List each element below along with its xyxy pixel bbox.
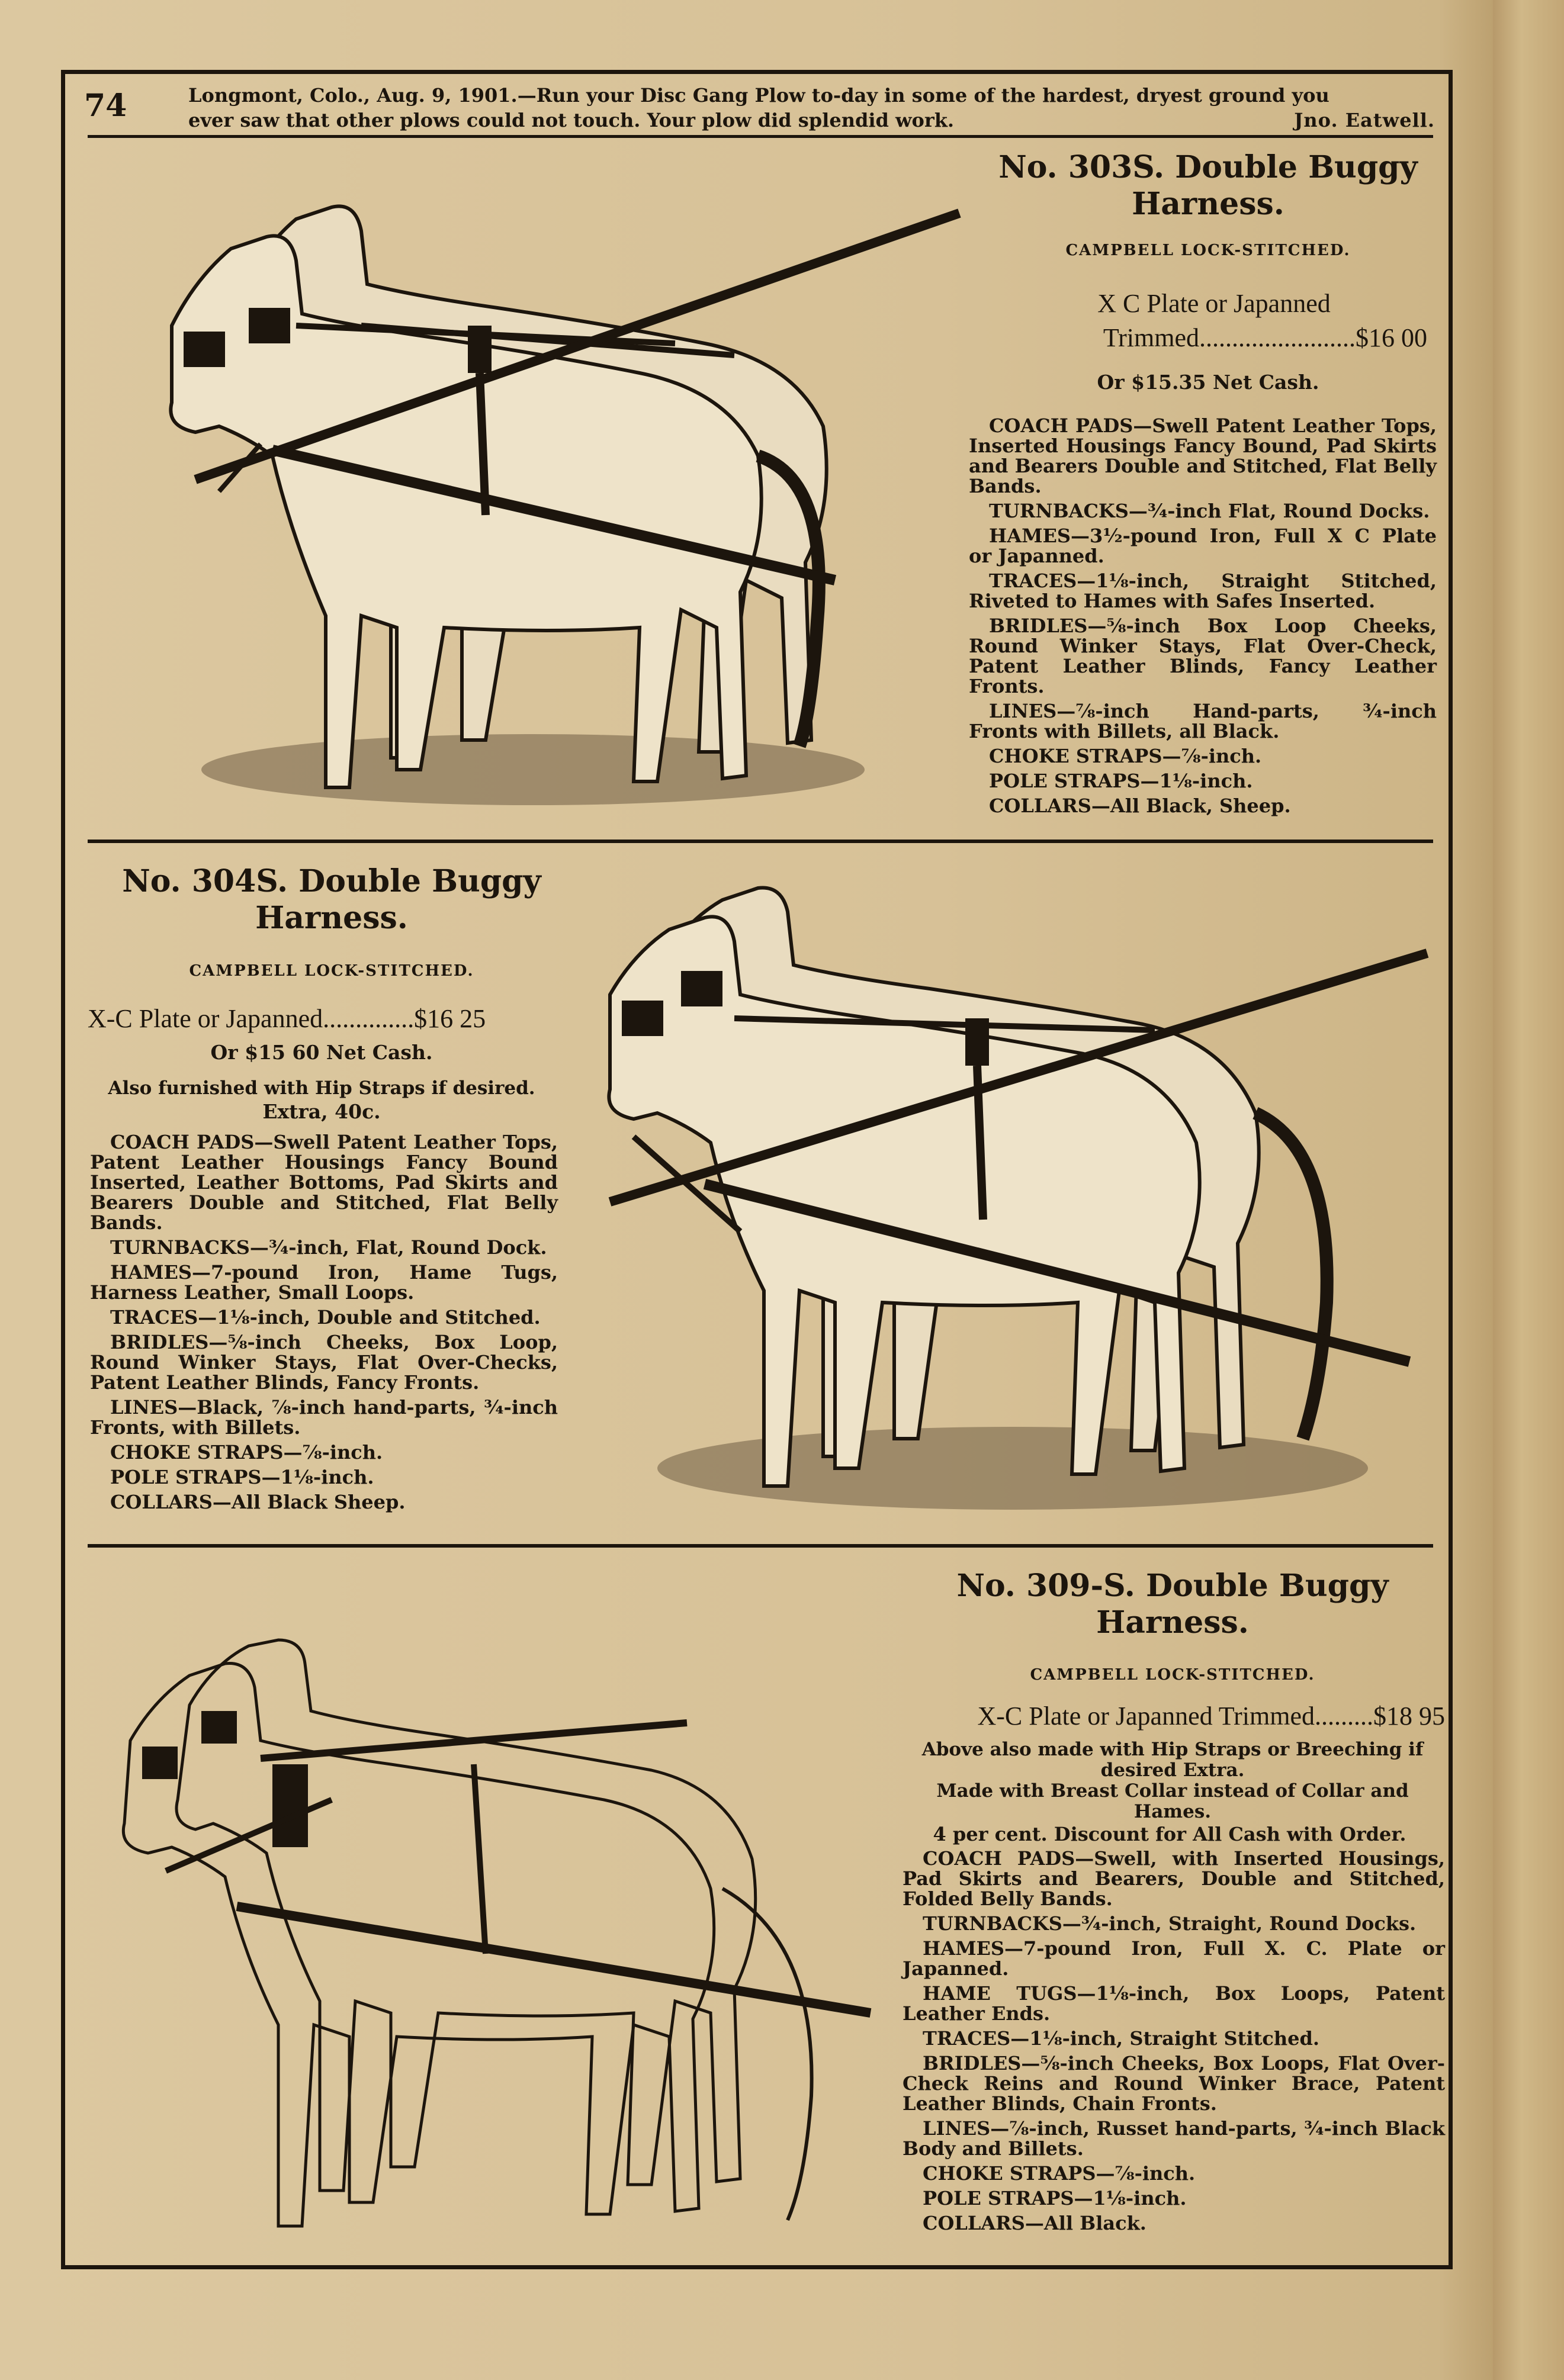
spec-bridles: BRIDLES—⅝-inch Cheeks, Box Loop, Round Winker Stays, Flat Over-Checks, Patent Leather Blinds, Fancy Fronts. <box>90 1331 558 1394</box>
spec-pole-straps: POLE STRAPS—1⅛-inch. <box>989 770 1253 792</box>
spec-hame-tugs: HAME TUGS—1⅛-inch, Box Loops, Patent Leather Ends. <box>903 1982 1445 2025</box>
spec-traces: TRACES—1⅛-inch, Straight Stitched. <box>923 2027 1319 2050</box>
spec-collars: COLLARS—All Black, Sheep. <box>989 795 1291 817</box>
product-304s-specs <box>90 1132 558 1517</box>
product-303s-title-line-2: Harness. <box>1132 186 1284 222</box>
product-309s-extra-line-2: Made with Breast Collar instead of Collar and Hames. <box>936 1780 1409 1822</box>
spec-hames: HAMES—7-pound Iron, Hame Tugs, Harness Leather, Small Loops. <box>90 1261 558 1304</box>
spec-choke-straps: CHOKE STRAPS—⅞-inch. <box>989 745 1262 767</box>
spec-coach-pads: COACH PADS—Swell Patent Leather Tops, Patent Leather Housings Fancy Bound Inserted, Leather Bottoms, Pad Skirts and Bearers Double and Stitched, Flat Belly Bands. <box>90 1131 558 1234</box>
harness-303s-illustration <box>83 148 971 835</box>
spec-traces: TRACES—1⅛-inch, Double and Stitched. <box>110 1306 541 1329</box>
section-divider-1 <box>88 840 1433 843</box>
product-309s-extra-line-1: Above also made with Hip Straps or Breeching if desired Extra. <box>921 1739 1424 1781</box>
product-309s-subtitle: CAMPBELL LOCK-STITCHED. <box>1030 1666 1315 1684</box>
testimonial-line-2: ever saw that other plows could not touch. Your plow did splendid work. <box>188 109 955 131</box>
spec-turnbacks: TURNBACKS—¾-inch, Straight, Round Docks. <box>923 1912 1417 1935</box>
spec-pole-straps: POLE STRAPS—1⅛-inch. <box>110 1466 374 1488</box>
spec-coach-pads: COACH PADS—Swell, with Inserted Housings, Pad Skirts and Bearers, Double and Stitched, Folded Belly Bands. <box>903 1847 1445 1910</box>
product-304s-title-line-2: Harness. <box>255 900 408 936</box>
header-rule <box>88 135 1433 138</box>
testimonial-line-2-row <box>188 108 1435 133</box>
product-309s-title-line-1: No. 309-S. Double Buggy <box>956 1568 1389 1604</box>
spec-turnbacks: TURNBACKS—¾-inch Flat, Round Docks. <box>989 500 1430 522</box>
product-303s-specs <box>969 416 1437 821</box>
product-303s-price-line-2: Trimmed........................$16 00 <box>1103 323 1427 352</box>
product-304s-title-line-1: No. 304S. Double Buggy <box>122 863 541 899</box>
product-309s-title-line-2: Harness. <box>1096 1604 1249 1641</box>
harness-309s-illustration <box>83 1610 894 2250</box>
product-304s-subtitle: CAMPBELL LOCK-STITCHED. <box>189 962 474 980</box>
product-304s-title <box>95 863 569 937</box>
spec-lines: LINES—⅞-inch, Russet hand-parts, ¾-inch Black Body and Billets. <box>903 2117 1445 2160</box>
spec-turnbacks: TURNBACKS—¾-inch, Flat, Round Dock. <box>110 1236 547 1259</box>
spec-lines: LINES—⅞-inch Hand-parts, ¾-inch Fronts with Billets, all Black. <box>969 700 1437 742</box>
product-303s-title <box>971 149 1445 223</box>
product-309s-discount: 4 per cent. Discount for All Cash with Order. <box>933 1823 1406 1845</box>
product-303s-subtitle: CAMPBELL LOCK-STITCHED. <box>1065 242 1351 259</box>
spec-collars: COLLARS—All Black. <box>923 2212 1146 2234</box>
product-309s-extra <box>906 1739 1439 1822</box>
product-303s-price <box>1001 287 1427 355</box>
product-303s-price-line-1: X C Plate or Japanned <box>1097 289 1331 318</box>
spec-choke-straps: CHOKE STRAPS—⅞-inch. <box>110 1441 383 1464</box>
spec-traces: TRACES—1⅛-inch, Straight Stitched, Riveted to Hames with Safes Inserted. <box>969 570 1437 612</box>
spec-coach-pads: COACH PADS—Swell Patent Leather Tops, Inserted Housings Fancy Bound, Pad Skirts and Bearers Double and Stitched, Flat Belly Bands. <box>969 414 1437 497</box>
spec-collars: COLLARS—All Black Sheep. <box>110 1491 406 1513</box>
spec-hames: HAMES—3½-pound Iron, Full X C Plate or Japanned. <box>969 525 1437 567</box>
product-304s-extra <box>88 1076 555 1124</box>
product-304s-price: X-C Plate or Japanned..............$16 25 <box>88 1004 486 1033</box>
page-number: 74 <box>84 88 127 124</box>
spec-bridles: BRIDLES—⅝-inch Cheeks, Box Loops, Flat Over-Check Reins and Round Winker Brace, Patent Leather Blinds, Chain Fronts. <box>903 2052 1445 2115</box>
testimonial <box>188 83 1435 133</box>
product-309s-title <box>924 1568 1421 1641</box>
product-303s-net-cash: Or $15.35 Net Cash. <box>1097 371 1319 394</box>
spec-pole-straps: POLE STRAPS—1⅛-inch. <box>923 2187 1187 2209</box>
spec-lines: LINES—Black, ⅞-inch hand-parts, ¾-inch Fronts, with Billets. <box>90 1396 558 1439</box>
testimonial-line-1: Longmont, Colo., Aug. 9, 1901.—Run your Disc Gang Plow to-day in some of the hardest, dryest ground you <box>188 84 1329 107</box>
product-304s-extra-line-1: Also furnished with Hip Straps if desired. <box>108 1078 535 1099</box>
harness-304s-illustration <box>563 853 1439 1533</box>
product-309s-specs <box>903 1848 1445 2238</box>
book-spine <box>1493 0 1564 2380</box>
testimonial-signature: Jno. Eatwell. <box>1294 109 1435 131</box>
product-304s-net-cash: Or $15 60 Net Cash. <box>210 1041 433 1064</box>
spec-hames: HAMES—7-pound Iron, Full X. C. Plate or Japanned. <box>903 1937 1445 1980</box>
product-303s-title-line-1: No. 303S. Double Buggy <box>998 149 1418 185</box>
section-divider-2 <box>88 1544 1433 1548</box>
spec-bridles: BRIDLES—⅝-inch Box Loop Cheeks, Round Winker Stays, Flat Over-Check, Patent Leather Blinds, Fancy Leather Fronts. <box>969 615 1437 697</box>
product-309s-price: X-C Plate or Japanned Trimmed.........$18 95 <box>977 1702 1445 1731</box>
product-304s-extra-line-2: Extra, 40c. <box>262 1100 381 1123</box>
spec-choke-straps: CHOKE STRAPS—⅞-inch. <box>923 2162 1196 2185</box>
